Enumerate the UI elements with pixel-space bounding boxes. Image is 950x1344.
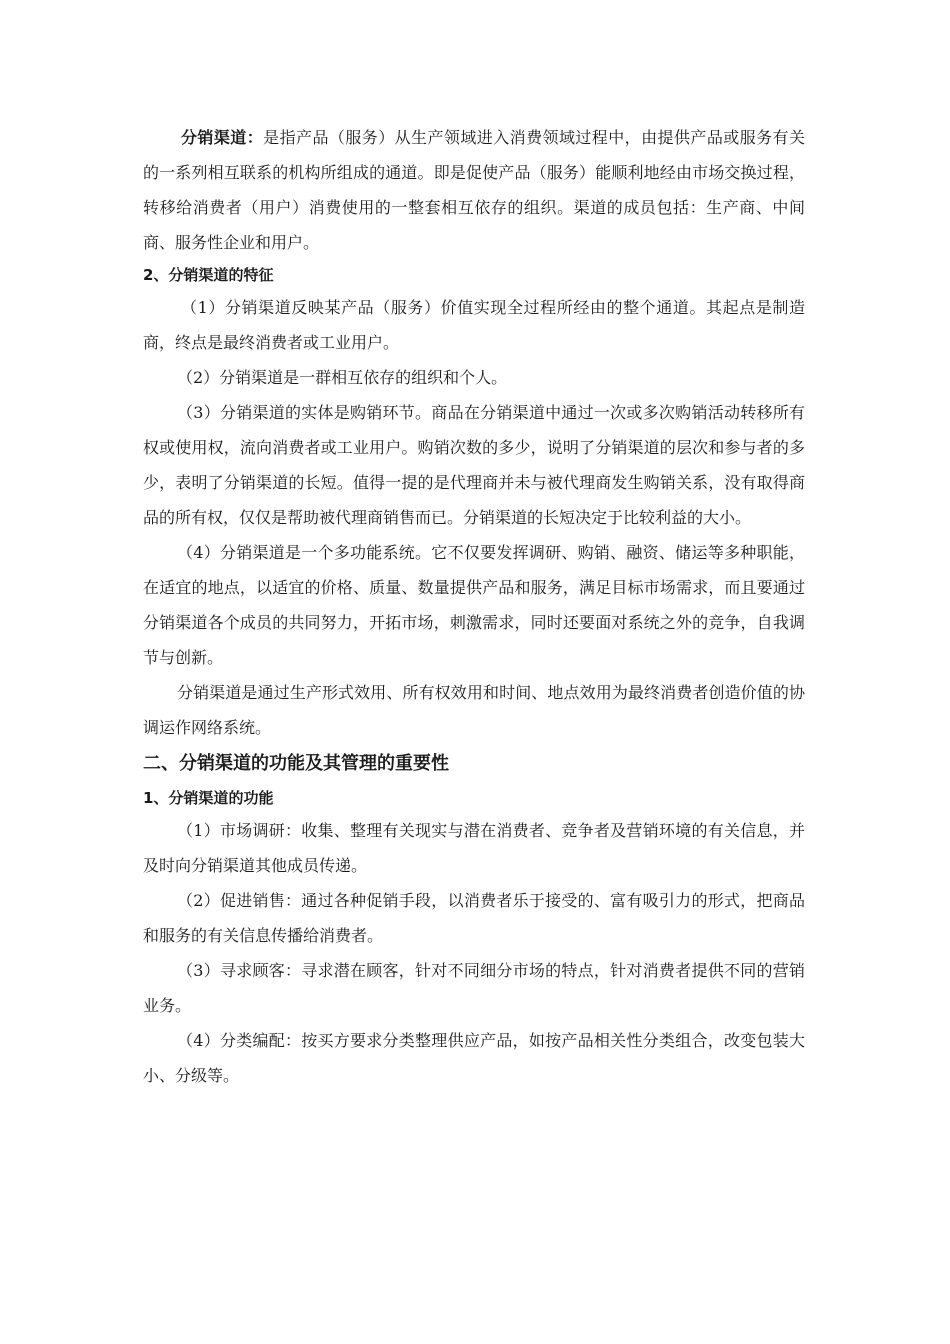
function-item: （2）促进销售：通过各种促销手段，以消费者乐于接受的、富有吸引力的形式，把商品和服务的有关信息传播给消费者。 — [143, 891, 805, 945]
intro-text: 是指产品（服务）从生产领域进入消费领域过程中，由提供产品或服务有关的一系列相互联系的机构所组成的通道。即是促使产品（服务）能顺利地经由市场交换过程，转移给消费者（用户）消费使用的一整套相互依存的组织。渠道的成员包括：生产商、中间商、服务性企业和用户。 — [143, 128, 805, 252]
characteristic-item: （2）分销渠道是一群相互依存的组织和个人。 — [177, 368, 508, 387]
section-heading-functions: 1、分销渠道的功能 — [143, 789, 274, 807]
function-item: （3）寻求顾客：寻求潜在顾客，针对不同细分市场的特点，针对消费者提供不同的营销业务。 — [143, 961, 805, 1015]
function-item: （4）分类编配：按买方要求分类整理供应产品，如按产品相关性分类组合，改变包装大小、分级等。 — [143, 1031, 805, 1085]
characteristic-item: （4）分销渠道是一个多功能系统。它不仅要发挥调研、购销、融资、储运等多种职能，在适宜的地点，以适宜的价格、质量、数量提供产品和服务，满足目标市场需求，而且要通过分销渠道各个成员的共同努力，开拓市场，刺激需求，同时还要面对系统之外的竞争，自我调节与创新。 — [143, 543, 805, 667]
intro-term: 分销渠道： — [181, 128, 264, 147]
document-page — [143, 120, 805, 1093]
characteristic-item: （1）分销渠道反映某产品（服务）价值实现全过程所经由的整个通道。其起点是制造商，终点是最终消费者或工业用户。 — [143, 298, 805, 352]
function-item: （1）市场调研：收集、整理有关现实与潜在消费者、竞争者及营销环境的有关信息，并及时向分销渠道其他成员传递。 — [143, 821, 805, 875]
characteristic-item: （3）分销渠道的实体是购销环节。商品在分销渠道中通过一次或多次购销活动转移所有权或使用权，流向消费者或工业用户。购销次数的多少，说明了分销渠道的层次和参与者的多少，表明了分销渠道的长短。值得一提的是代理商并未与被代理商发生购销关系，没有取得商品的所有权，仅仅是帮助被代理商销售而已。分销渠道的长短决定于比较利益的大小。 — [143, 403, 805, 527]
intro-paragraph — [143, 120, 805, 260]
section-heading-characteristics: 2、分销渠道的特征 — [143, 266, 274, 284]
characteristic-summary: 分销渠道是通过生产形式效用、所有权效用和时间、地点效用为最终消费者创造价值的协调运作网络系统。 — [143, 683, 805, 737]
chapter-heading-functions: 二、分销渠道的功能及其管理的重要性 — [143, 753, 449, 774]
